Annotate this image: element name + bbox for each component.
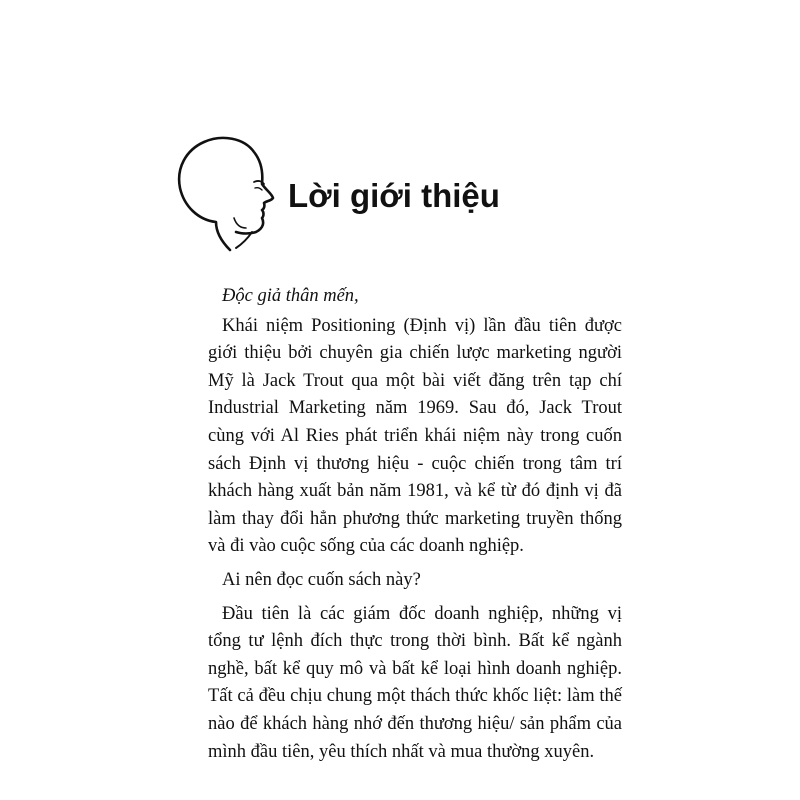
head-profile-icon — [176, 132, 276, 260]
greeting: Độc giả thân mến, — [222, 286, 359, 306]
page-title: Lời giới thiệu — [288, 177, 500, 214]
paragraph: Khái niệm Positioning (Định vị) lần đầu tiên được giới thiệu bởi chuyên gia chiến lược marketing người Mỹ là Jack Trout qua một bài viết đăng trên tạp chí Industrial Marketing năm 1969. Sau đó, Jack Trout cùng với Al Ries phát triển khái niệm này trong cuốn sách Định vị thương hiệu - cuộc chiến trong tâm trí khách hàng xuất bản năm 1981, và kể từ đó định vị đã làm thay đổi hẳn phương thức marketing truyền thống và đi vào cuộc sống của các doanh nghiệp. — [208, 315, 622, 557]
body-text — [208, 283, 622, 772]
paragraph: Ai nên đọc cuốn sách này? — [222, 569, 421, 590]
paragraph: Đầu tiên là các giám đốc doanh nghiệp, những vị tổng tư lệnh đích thực trong thời bình. Bất kể ngành nghề, bất kể quy mô và bất kể loại hình doanh nghiệp. Tất cả đều chịu chung một thách thức khốc liệt: làm thế nào để khách hàng nhớ đến thương hiệu/ sản phẩm của mình đầu tiên, yêu thích nhất và mua thường xuyên. — [208, 603, 622, 762]
